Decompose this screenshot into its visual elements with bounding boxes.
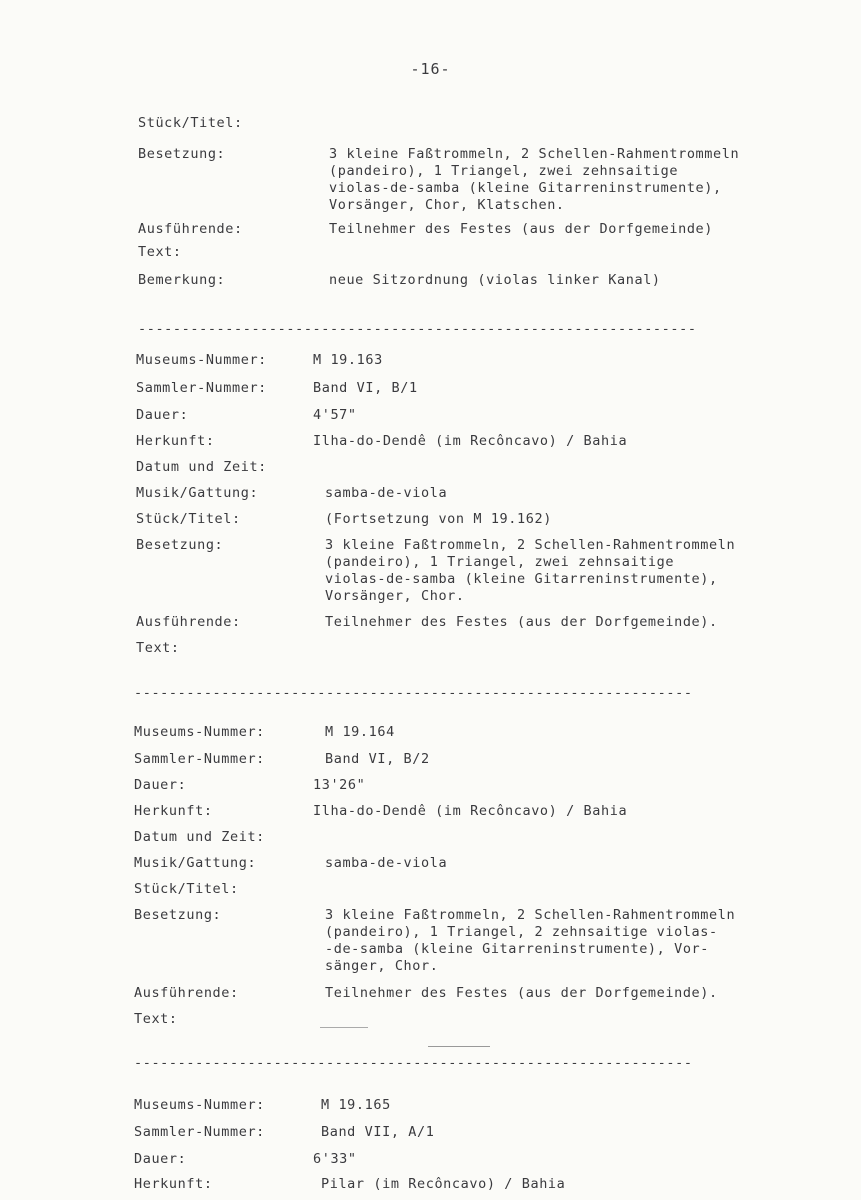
besetzung-value: 3 kleine Faßtrommeln, 2 Schellen-Rahmentrommeln (pandeiro), 1 Triangel, zwei zehnsaitige violas-de-samba (kleine Gitarreninstrumente), Vorsänger, Chor, Klatschen. [329, 146, 740, 213]
stueck-titel-label: Stück/Titel: [134, 881, 239, 897]
besetzung-label: Besetzung: [138, 146, 226, 162]
musik-gattung-value: samba-de-viola [325, 485, 448, 501]
museums-nummer-label: Museums-Nummer: [134, 1097, 265, 1113]
herkunft-value: Ilha-do-Dendê (im Recôncavo) / Bahia [313, 433, 628, 449]
sammler-nummer-label: Sammler-Nummer: [134, 1124, 265, 1140]
pencil-mark [320, 1027, 368, 1028]
pencil-mark [428, 1046, 490, 1047]
dauer-label: Dauer: [136, 407, 189, 423]
dauer-label: Dauer: [134, 1151, 187, 1167]
besetzung-label: Besetzung: [134, 907, 222, 923]
text-label: Text: [138, 244, 182, 260]
herkunft-value: Pilar (im Recôncavo) / Bahia [321, 1176, 566, 1192]
stueck-titel-value: (Fortsetzung von M 19.162) [325, 511, 552, 527]
musik-gattung-label: Musik/Gattung: [134, 855, 257, 871]
besetzung-label: Besetzung: [136, 537, 224, 553]
separator-line: ---------------------------------------------------------------- [134, 685, 693, 701]
besetzung-value: 3 kleine Faßtrommeln, 2 Schellen-Rahmentrommeln (pandeiro), 1 Triangel, zwei zehnsaitige violas-de-samba (kleine Gitarreninstrumente), Vorsänger, Chor. [325, 537, 736, 604]
stueck-titel-label: Stück/Titel: [138, 115, 243, 131]
musik-gattung-label: Musik/Gattung: [136, 485, 259, 501]
museums-nummer-value: M 19.164 [325, 724, 395, 740]
museums-nummer-label: Museums-Nummer: [134, 724, 265, 740]
datum-zeit-label: Datum und Zeit: [136, 459, 267, 475]
dauer-value: 6'33" [313, 1151, 357, 1167]
herkunft-value: Ilha-do-Dendê (im Recôncavo) / Bahia [313, 803, 628, 819]
ausfuehrende-label: Ausführende: [134, 985, 239, 1001]
museums-nummer-value: M 19.163 [313, 352, 383, 368]
sammler-nummer-value: Band VI, B/1 [313, 380, 418, 396]
herkunft-label: Herkunft: [134, 1176, 213, 1192]
dauer-label: Dauer: [134, 777, 187, 793]
sammler-nummer-value: Band VI, B/2 [325, 751, 430, 767]
separator-line: ---------------------------------------------------------------- [138, 321, 697, 337]
bemerkung-label: Bemerkung: [138, 272, 226, 288]
page-number: -16- [410, 60, 451, 78]
text-label: Text: [136, 640, 180, 656]
text-label: Text: [134, 1011, 178, 1027]
stueck-titel-label: Stück/Titel: [136, 511, 241, 527]
ausfuehrende-label: Ausführende: [136, 614, 241, 630]
ausfuehrende-value: Teilnehmer des Festes (aus der Dorfgemeinde). [325, 614, 718, 630]
separator-line: ---------------------------------------------------------------- [134, 1055, 693, 1071]
sammler-nummer-label: Sammler-Nummer: [134, 751, 265, 767]
museums-nummer-value: M 19.165 [321, 1097, 391, 1113]
museums-nummer-label: Museums-Nummer: [136, 352, 267, 368]
dauer-value: 13'26" [313, 777, 366, 793]
ausfuehrende-value: Teilnehmer des Festes (aus der Dorfgemeinde). [325, 985, 718, 1001]
sammler-nummer-value: Band VII, A/1 [321, 1124, 435, 1140]
besetzung-value: 3 kleine Faßtrommeln, 2 Schellen-Rahmentrommeln (pandeiro), 1 Triangel, 2 zehnsaitige violas- -de-samba (kleine Gitarreninstrumente), Vor- sänger, Chor. [325, 907, 736, 974]
musik-gattung-value: samba-de-viola [325, 855, 448, 871]
ausfuehrende-value: Teilnehmer des Festes (aus der Dorfgemeinde) [329, 221, 714, 237]
dauer-value: 4'57" [313, 407, 357, 423]
sammler-nummer-label: Sammler-Nummer: [136, 380, 267, 396]
datum-zeit-label: Datum und Zeit: [134, 829, 265, 845]
ausfuehrende-label: Ausführende: [138, 221, 243, 237]
bemerkung-value: neue Sitzordnung (violas linker Kanal) [329, 272, 661, 288]
herkunft-label: Herkunft: [134, 803, 213, 819]
herkunft-label: Herkunft: [136, 433, 215, 449]
